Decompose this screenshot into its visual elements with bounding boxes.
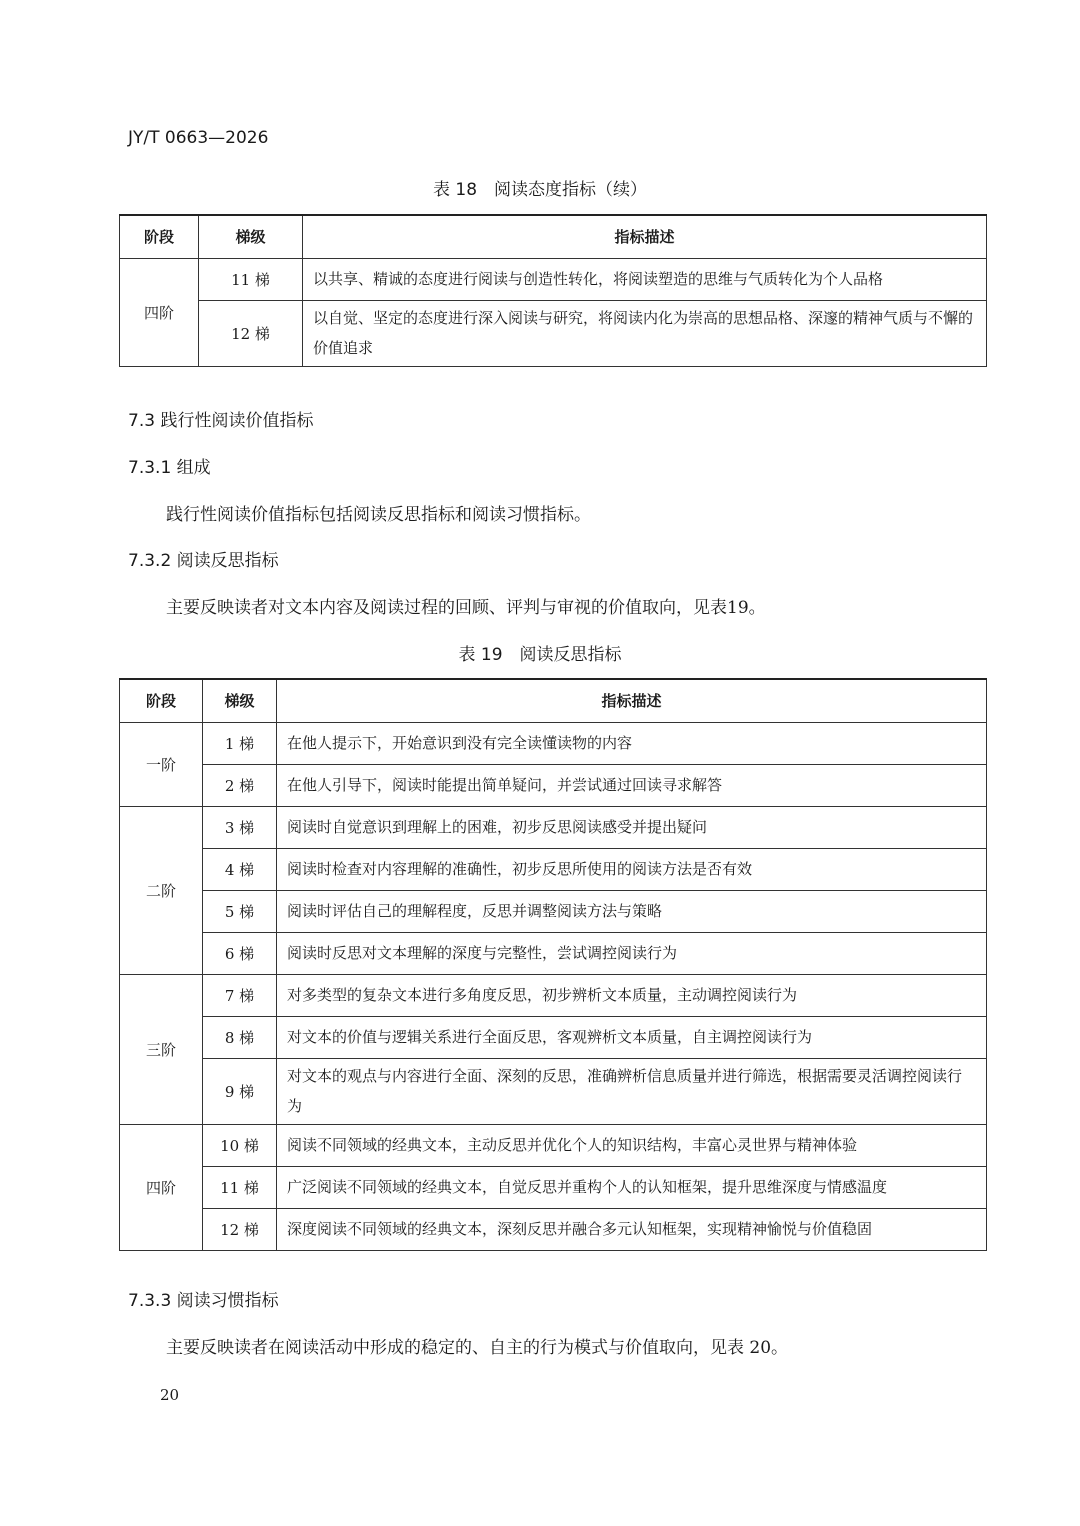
table-row <box>120 258 987 300</box>
table-row <box>120 974 987 1016</box>
table-row <box>120 764 987 806</box>
level-cell: 1 梯 <box>203 722 277 764</box>
document-code: JY/T 0663—2026 <box>128 128 269 148</box>
table-row <box>120 1208 987 1250</box>
description-cell: 阅读时反思对文本理解的深度与完整性，尝试调控阅读行为 <box>277 932 987 974</box>
description-cell: 阅读不同领域的经典文本，主动反思并优化个人的知识结构，丰富心灵世界与精神体验 <box>277 1124 987 1166</box>
table-18-caption: 表 18 阅读态度指标（续） <box>432 180 648 200</box>
description-cell: 以共享、精诚的态度进行阅读与创造性转化，将阅读塑造的思维与气质转化为个人品格 <box>303 258 987 300</box>
table-row <box>120 848 987 890</box>
stage-cell: 一阶 <box>120 722 203 806</box>
table-row <box>120 890 987 932</box>
table-row <box>120 806 987 848</box>
level-cell: 4 梯 <box>203 848 277 890</box>
table-row <box>120 722 987 764</box>
description-cell: 对文本的观点与内容进行全面、深刻的反思，准确辨析信息质量并进行筛选，根据需要灵活调控阅读行为 <box>277 1058 987 1124</box>
table-19-caption: 表 19 阅读反思指标 <box>458 645 622 665</box>
section-7-3-1-title: 7.3.1 组成 <box>128 458 211 478</box>
level-cell: 11 梯 <box>203 1166 277 1208</box>
table-row <box>120 1166 987 1208</box>
level-cell: 2 梯 <box>203 764 277 806</box>
table-row <box>120 1124 987 1166</box>
section-7-3-title: 7.3 践行性阅读价值指标 <box>128 411 314 431</box>
level-cell: 6 梯 <box>203 932 277 974</box>
col-header-stage: 阶段 <box>120 679 203 722</box>
description-cell: 阅读时检查对内容理解的准确性，初步反思所使用的阅读方法是否有效 <box>277 848 987 890</box>
description-cell: 阅读时评估自己的理解程度，反思并调整阅读方法与策略 <box>277 890 987 932</box>
col-header-description: 指标描述 <box>303 215 987 258</box>
level-cell: 5 梯 <box>203 890 277 932</box>
description-cell: 在他人引导下，阅读时能提出简单疑问，并尝试通过回读寻求解答 <box>277 764 987 806</box>
section-7-3-3-text: 主要反映读者在阅读活动中形成的稳定的、自主的行为模式与价值取向，见表 20。 <box>166 1338 789 1358</box>
section-7-3-3-title: 7.3.3 阅读习惯指标 <box>128 1291 279 1311</box>
level-cell: 7 梯 <box>203 974 277 1016</box>
table-19 <box>119 678 987 1251</box>
description-cell: 以自觉、坚定的态度进行深入阅读与研究，将阅读内化为崇高的思想品格、深邃的精神气质与不懈的价值追求 <box>303 300 987 366</box>
level-cell: 12 梯 <box>199 300 303 366</box>
table-row <box>120 1016 987 1058</box>
description-cell: 深度阅读不同领域的经典文本，深刻反思并融合多元认知框架，实现精神愉悦与价值稳固 <box>277 1208 987 1250</box>
level-cell: 12 梯 <box>203 1208 277 1250</box>
stage-cell: 四阶 <box>120 258 199 366</box>
col-header-description: 指标描述 <box>277 679 987 722</box>
stage-cell: 三阶 <box>120 974 203 1124</box>
description-cell: 对文本的价值与逻辑关系进行全面反思，客观辨析文本质量，自主调控阅读行为 <box>277 1016 987 1058</box>
description-cell: 广泛阅读不同领域的经典文本，自觉反思并重构个人的认知框架，提升思维深度与情感温度 <box>277 1166 987 1208</box>
description-cell: 对多类型的复杂文本进行多角度反思，初步辨析文本质量，主动调控阅读行为 <box>277 974 987 1016</box>
level-cell: 8 梯 <box>203 1016 277 1058</box>
stage-cell: 二阶 <box>120 806 203 974</box>
level-cell: 3 梯 <box>203 806 277 848</box>
table-row <box>120 300 987 366</box>
description-cell: 阅读时自觉意识到理解上的困难，初步反思阅读感受并提出疑问 <box>277 806 987 848</box>
col-header-stage: 阶段 <box>120 215 199 258</box>
level-cell: 11 梯 <box>199 258 303 300</box>
table-row <box>120 932 987 974</box>
section-7-3-2-text: 主要反映读者对文本内容及阅读过程的回顾、评判与审视的价值取向，见表19。 <box>166 598 766 618</box>
table-18 <box>119 214 987 367</box>
level-cell: 10 梯 <box>203 1124 277 1166</box>
section-7-3-1-text: 践行性阅读价值指标包括阅读反思指标和阅读习惯指标。 <box>166 505 591 525</box>
col-header-level: 梯级 <box>199 215 303 258</box>
table-row <box>120 1058 987 1124</box>
col-header-level: 梯级 <box>203 679 277 722</box>
section-7-3-2-title: 7.3.2 阅读反思指标 <box>128 551 279 571</box>
level-cell: 9 梯 <box>203 1058 277 1124</box>
page-number: 20 <box>160 1386 180 1404</box>
description-cell: 在他人提示下，开始意识到没有完全读懂读物的内容 <box>277 722 987 764</box>
stage-cell: 四阶 <box>120 1124 203 1250</box>
